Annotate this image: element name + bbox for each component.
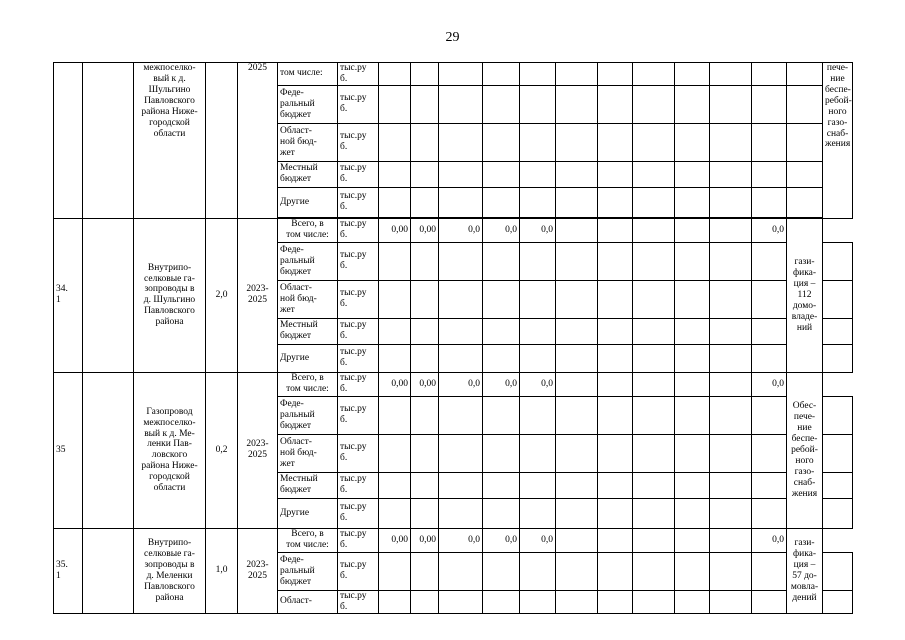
length: 0,2 — [206, 372, 238, 528]
value-last: 0,0 — [752, 372, 787, 396]
row-number: 35 — [54, 372, 83, 528]
label-other: Другие — [278, 344, 338, 372]
value-last: 0,0 — [752, 528, 787, 552]
label-local: Местный бюджет — [278, 318, 338, 344]
row-number: 34. 1 — [54, 218, 83, 372]
unit: тыс.ру б. — [338, 187, 379, 217]
result: гази- фика- ция – 57 до- мовла- дений — [787, 528, 823, 613]
object-name: межпоселко- вый к д. Шульгино Павловского района Ниже- городской области — [134, 63, 206, 219]
unit: тыс.ру б. — [338, 161, 379, 187]
value-regional: 0,0 — [483, 218, 520, 242]
unit: тыс.ру б. — [338, 396, 379, 434]
unit: тыс.ру б. — [338, 123, 379, 161]
label-regional: Област- — [278, 590, 338, 613]
period: 2023- 2025 — [238, 528, 278, 613]
value-2023: 0,00 — [411, 372, 439, 396]
period: 2023- 2025 — [238, 218, 278, 372]
period: 2025 — [238, 63, 278, 219]
length: 1,0 — [206, 528, 238, 613]
period: 2023- 2025 — [238, 372, 278, 528]
unit: тыс.ру б. — [338, 280, 379, 318]
label-total: Всего, в том числе: — [278, 528, 338, 552]
unit: тыс.ру б. — [338, 85, 379, 123]
unit: тыс.ру б. — [338, 318, 379, 344]
label-other: Другие — [278, 498, 338, 528]
result: Обес- пече- ние беспе- ребой- ного газо- снаб- жения — [787, 372, 823, 528]
label-regional: Област- ной бюд- жет — [278, 434, 338, 472]
label-regional: Област- ной бюд- жет — [278, 123, 338, 161]
object-name: Внутрипо- селковые га- зопроводы в д. Шульгино Павловского района — [134, 218, 206, 372]
unit: тыс.ру б. — [338, 528, 379, 552]
result: печe- ние беспе- ребой- ного газо- снаб- жения — [823, 63, 853, 219]
value-federal: 0,0 — [439, 372, 483, 396]
label-regional: Област- ной бюд- жет — [278, 280, 338, 318]
unit: тыс.ру б. — [338, 498, 379, 528]
value-local: 0,0 — [520, 372, 556, 396]
value-federal: 0,0 — [439, 218, 483, 242]
length: 2,0 — [206, 218, 238, 372]
label-federal: Феде- ральный бюджет — [278, 552, 338, 590]
row-number — [54, 63, 83, 219]
value-2023: 0,00 — [411, 528, 439, 552]
label-federal: Феде- ральный бюджет — [278, 396, 338, 434]
value-local: 0,0 — [520, 528, 556, 552]
value-2023: 0,00 — [411, 218, 439, 242]
object-name: Газопровод межпоселко- вый к д. Ме- ленки Пав- ловского района Ниже- городской области — [134, 372, 206, 528]
value-regional: 0,0 — [483, 372, 520, 396]
result: гази- фика- ция – 112 домо- владе- ний — [787, 218, 823, 372]
value-total: 0,00 — [379, 528, 411, 552]
value-local: 0,0 — [520, 218, 556, 242]
unit: тыс.ру б. — [338, 590, 379, 613]
page-number: 29 — [445, 30, 460, 45]
unit: тыс.ру б. — [338, 218, 379, 242]
value-total: 0,00 — [379, 372, 411, 396]
label-federal: Феде- ральный бюджет — [278, 242, 338, 280]
label-total: Всего, в том числе: — [278, 372, 338, 396]
value-last: 0,0 — [752, 218, 787, 242]
unit: тыс.ру б. — [338, 472, 379, 498]
value-total: 0,00 — [379, 218, 411, 242]
label-total: том числе: — [278, 63, 338, 86]
unit: тыс.ру б. — [338, 372, 379, 396]
row-number: 35. 1 — [54, 528, 83, 613]
value-regional: 0,0 — [483, 528, 520, 552]
value-federal: 0,0 — [439, 528, 483, 552]
budget-table — [53, 62, 891, 614]
unit: тыс.ру б. — [338, 63, 379, 86]
unit: тыс.ру б. — [338, 552, 379, 590]
label-federal: Феде- ральный бюджет — [278, 85, 338, 123]
label-local: Местный бюджет — [278, 161, 338, 187]
label-total: Всего, в том числе: — [278, 218, 338, 242]
object-name: Внутрипо- селковые га- зопроводы в д. Меленки Павловского района — [134, 528, 206, 613]
unit: тыс.ру б. — [338, 434, 379, 472]
unit: тыс.ру б. — [338, 344, 379, 372]
unit: тыс.ру б. — [338, 242, 379, 280]
label-local: Местный бюджет — [278, 472, 338, 498]
label-other: Другие — [278, 187, 338, 217]
